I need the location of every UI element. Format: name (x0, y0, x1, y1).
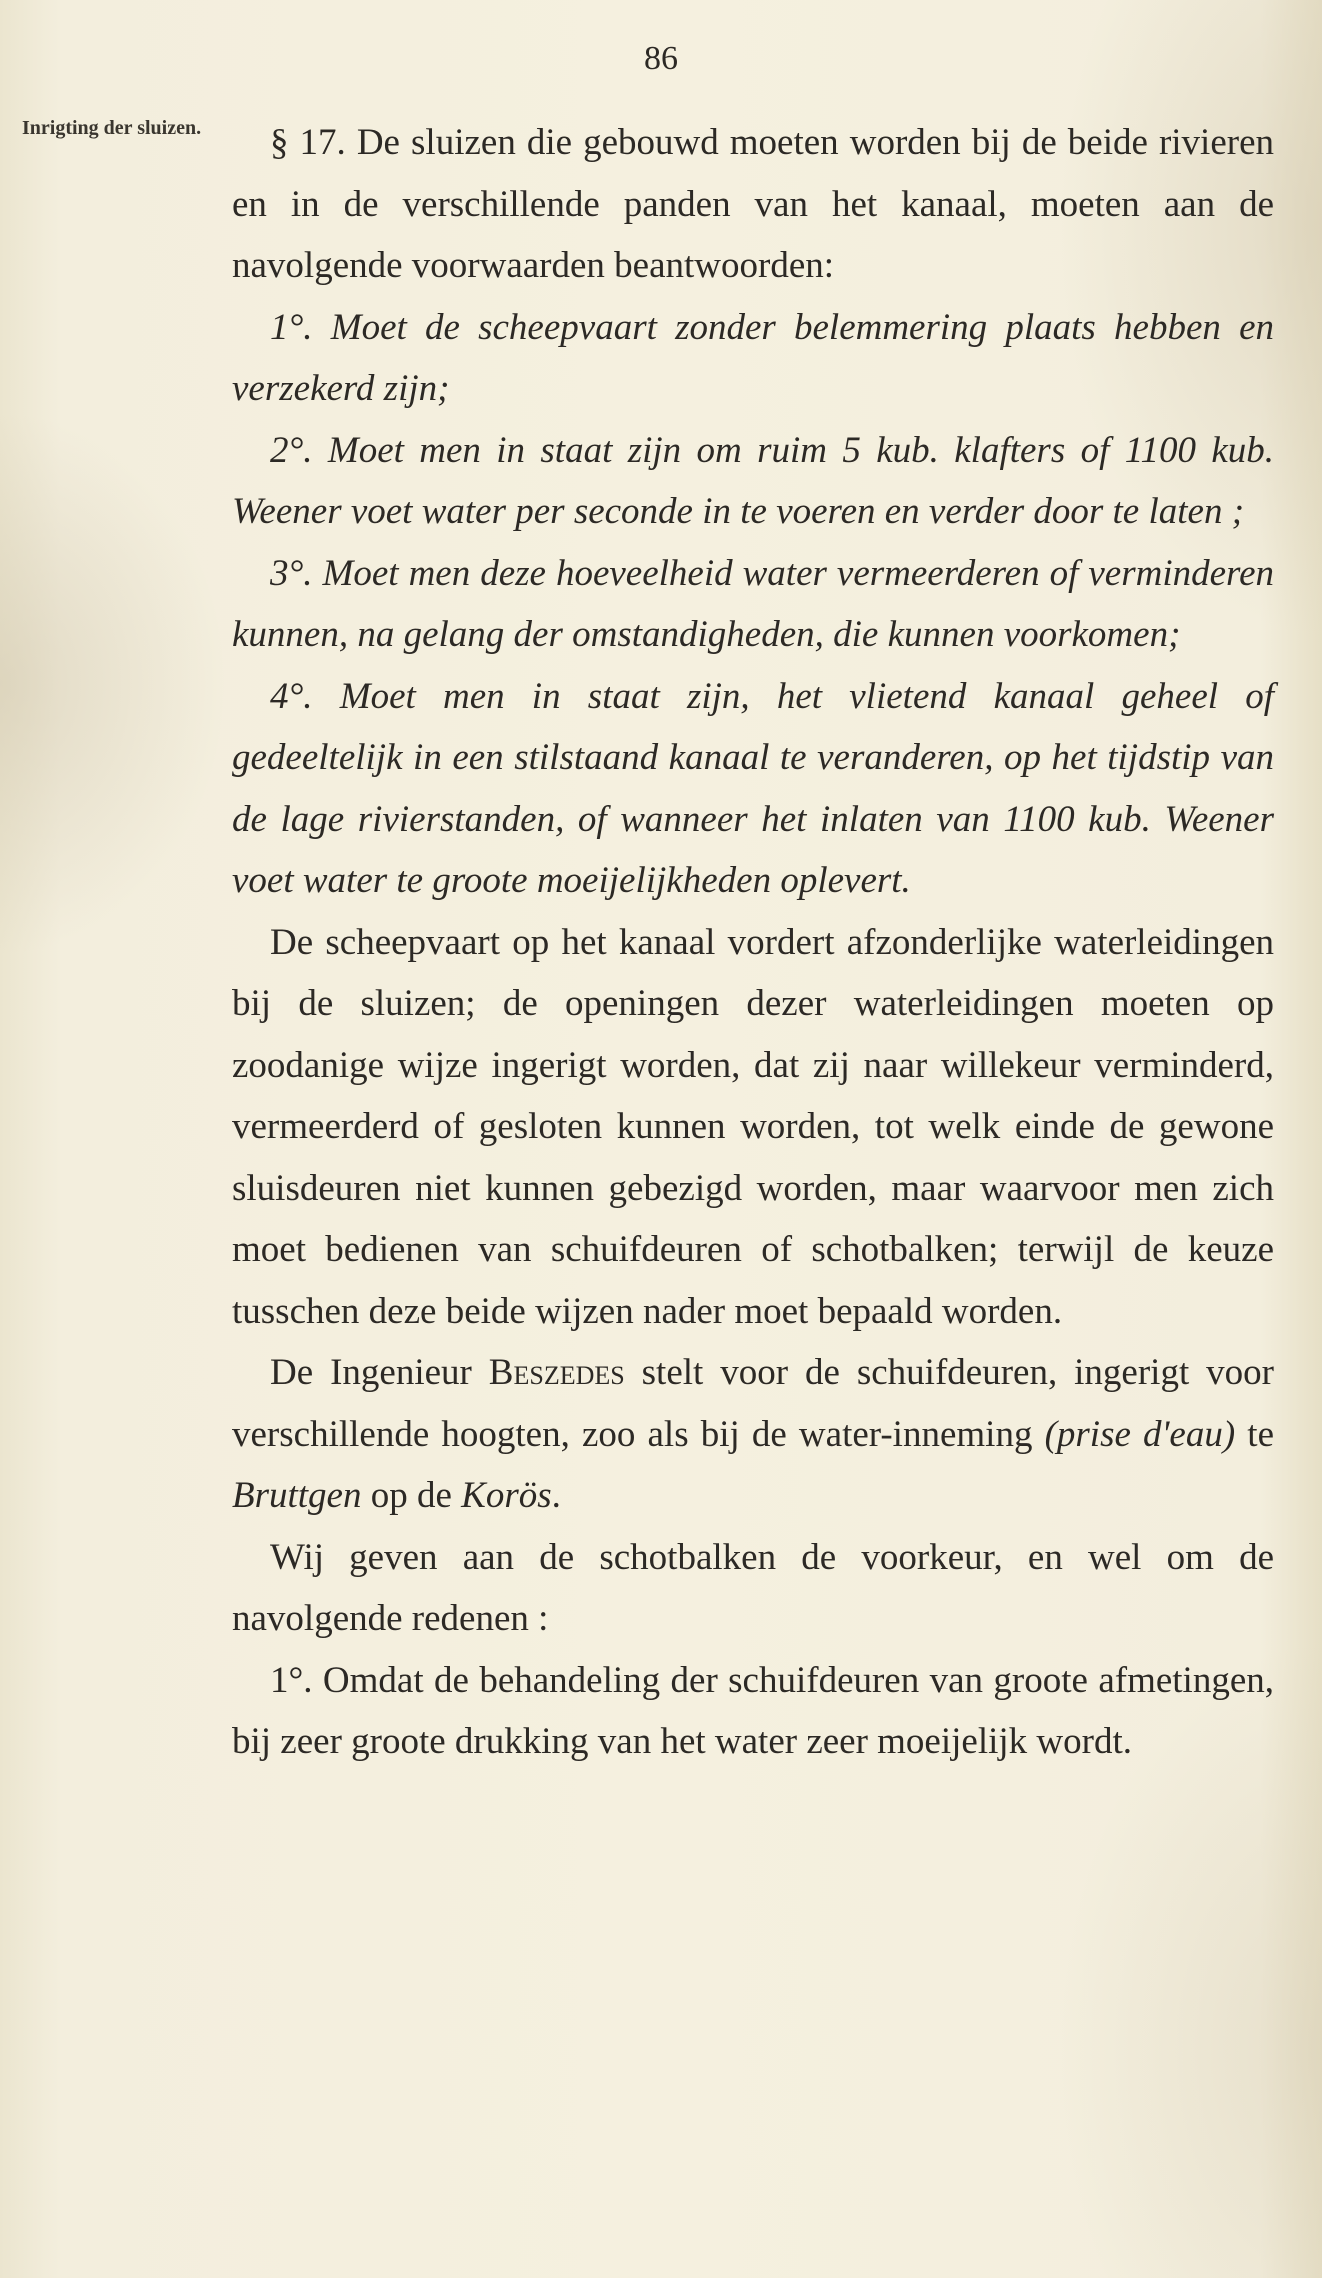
ingenieur-italic-prise: (prise d'eau) (1044, 1413, 1236, 1455)
condition-4-text: 4°. Moet men in staat zijn, het vlietend kanaal geheel of gedeeltelijk in een stilstaand kanaal te veranderen, op het tijdstip van de lage rivierstanden, of wanneer het inlaten van 1100 kub. Weener voet water te groote moeijelijkheden oplevert. (232, 675, 1274, 901)
paragraph-condition-2 (232, 420, 1274, 543)
condition-2-text: 2°. Moet men in staat zijn om ruim 5 kub. klafters of 1100 kub. Weener voet water per seconde in te voeren en verder door te laten ; (232, 429, 1274, 532)
paragraph-voorkeur: Wij geven aan de schotbalken de voorkeur, en wel om de navolgende redenen : (232, 1536, 1274, 1639)
paragraph-section-17: § 17. De sluizen die gebouwd moeten worden bij de beide rivieren en in de verschillende panden van het kanaal, moeten aan de navolgende voorwaarden beantwoorden: (232, 122, 1274, 286)
ingenieur-pre: De Ingenieur (270, 1352, 489, 1393)
margin-note: Inrigting der sluizen. (22, 117, 202, 139)
body-text (232, 112, 1274, 1773)
ingenieur-name: Beszedes (488, 1352, 625, 1393)
ingenieur-mid3: op de (361, 1475, 462, 1516)
condition-3-text: 3°. Moet men deze hoeveelheid water vermeerderen of verminderen kunnen, na gelang der omstandigheden, die kunnen voorkomen; (232, 552, 1274, 655)
ingenieur-italic-river: Korös (461, 1475, 552, 1516)
ingenieur-italic-place: Bruttgen (232, 1475, 362, 1516)
paragraph-reason-1: 1°. Omdat de behandeling der schuifdeuren van groote afmetingen, bij zeer groote drukking van het water zeer moeijelijk wordt. (232, 1659, 1274, 1762)
ingenieur-post: . (551, 1475, 561, 1516)
ingenieur-mid2: te (1235, 1413, 1275, 1455)
paragraph-scheepvaart: De scheepvaart op het kanaal vordert afzonderlijke waterleidingen bij de sluizen; de openingen dezer waterleidingen moeten op zoodanige wijze ingerigt worden, dat zij naar willekeur verminderd, vermeerderd of gesloten kunnen worden, tot welk einde de gewone sluisdeuren niet kunnen gebezigd worden, maar waarvoor men zich moet bedienen van schuifdeuren of schotbalken; terwijl de keuze tusschen deze beide wijzen nader moet bepaald worden. (232, 921, 1274, 1332)
paragraph-condition-4 (232, 666, 1274, 912)
paragraph-condition-3 (232, 543, 1274, 666)
paragraph-ingenieur (232, 1342, 1274, 1527)
condition-1-text: 1°. Moet de scheepvaart zonder belemmering plaats hebben en verzekerd zijn; (232, 306, 1274, 409)
ingenieur-mid: stelt voor de schuifdeuren, ingerigt voor verschillende hoogten, zoo als bij de water-inneming (232, 1352, 1274, 1455)
page-number: 86 (644, 40, 678, 77)
paragraph-condition-1 (232, 297, 1274, 420)
